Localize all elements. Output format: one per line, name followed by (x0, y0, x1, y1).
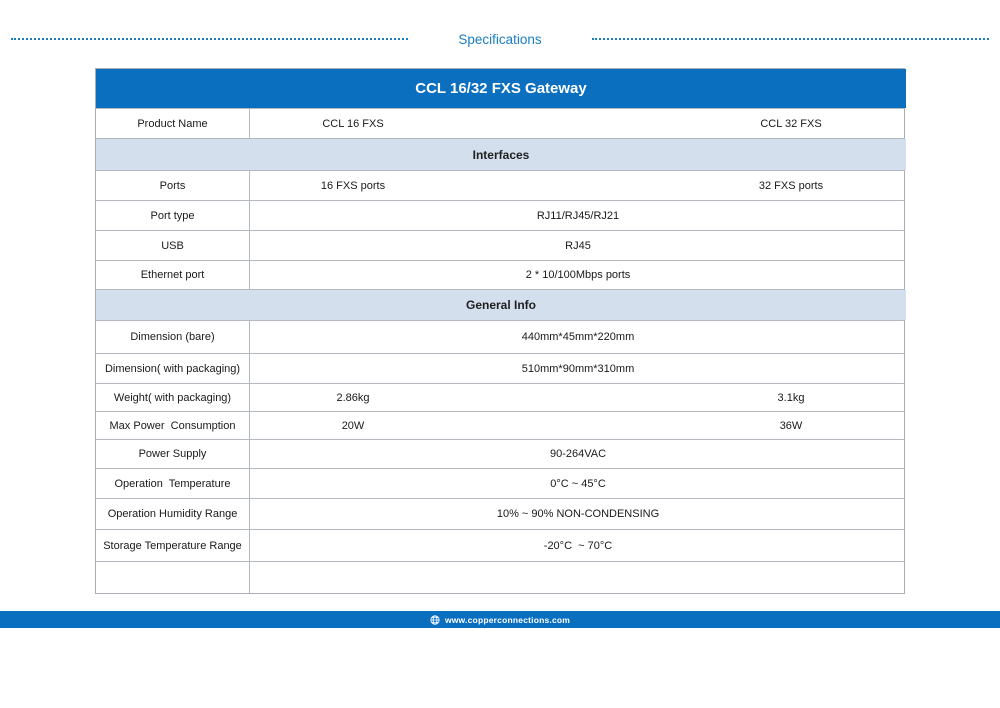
row-label: Product Name (96, 109, 250, 138)
dotted-rule-right (592, 38, 989, 40)
table-row-empty (96, 562, 904, 593)
section-label: General Info (96, 290, 906, 320)
row-label: Storage Temperature Range (96, 530, 250, 561)
row-value: RJ45 (565, 239, 591, 252)
table-row (96, 499, 904, 530)
row-value: RJ11/RJ45/RJ21 (536, 209, 620, 222)
table-row (96, 469, 904, 499)
row-value-left: 2.86kg (336, 391, 370, 404)
row-label: Port type (96, 201, 250, 230)
row-label: Operation Humidity Range (96, 499, 250, 529)
row-value: -20°C ~ 70°C (543, 539, 613, 552)
row-value-right: 3.1kg (777, 391, 805, 404)
dotted-rule-left (11, 38, 408, 40)
table-row (96, 109, 904, 139)
row-value (250, 562, 906, 593)
table-row (96, 171, 904, 201)
section-label: Interfaces (96, 139, 906, 170)
row-value: 10% ~ 90% NON-CONDENSING (496, 508, 660, 520)
globe-icon (430, 615, 440, 625)
specifications-header (0, 30, 1000, 48)
row-label: Ports (96, 171, 250, 200)
footer-bar (0, 611, 1000, 628)
row-label: Max Power Consumption (96, 412, 250, 439)
row-value-right: 32 FXS ports (758, 179, 824, 192)
table-row (96, 201, 904, 231)
table-row (96, 321, 904, 354)
section-row (96, 290, 904, 321)
row-label: Operation Temperature (96, 469, 250, 498)
row-value-right: CCL 32 FXS (760, 117, 822, 130)
row-label: Dimension( with packaging) (96, 354, 250, 383)
table-row (96, 530, 904, 562)
section-row (96, 139, 904, 171)
table-row (96, 261, 904, 290)
row-value: 510mm*90mm*310mm (521, 362, 635, 375)
table-row (96, 412, 904, 440)
row-label: Weight( with packaging) (96, 384, 250, 411)
row-value: 440mm*45mm*220mm (521, 331, 635, 343)
page-title: Specifications (458, 31, 542, 47)
table-row (96, 440, 904, 469)
row-value: 2 * 10/100Mbps ports (525, 269, 631, 281)
table-row (96, 231, 904, 261)
row-label: Dimension (bare) (96, 321, 250, 353)
spec-table (95, 68, 905, 594)
footer-url: www.copperconnections.com (444, 614, 571, 625)
table-title-row (96, 69, 904, 109)
row-label: USB (96, 231, 250, 260)
row-label (96, 562, 250, 593)
row-value: 0°C ~ 45°C (550, 477, 606, 490)
row-label: Ethernet port (96, 261, 250, 289)
row-value-left: CCL 16 FXS (322, 117, 384, 130)
row-value-right: 36W (779, 419, 803, 432)
table-title: CCL 16/32 FXS Gateway (96, 69, 906, 108)
row-value: 90-264VAC (549, 448, 607, 460)
row-value-left: 20W (341, 419, 365, 432)
row-label: Power Supply (96, 440, 250, 468)
row-value-left: 16 FXS ports (320, 179, 386, 192)
table-row (96, 354, 904, 384)
table-row (96, 384, 904, 412)
